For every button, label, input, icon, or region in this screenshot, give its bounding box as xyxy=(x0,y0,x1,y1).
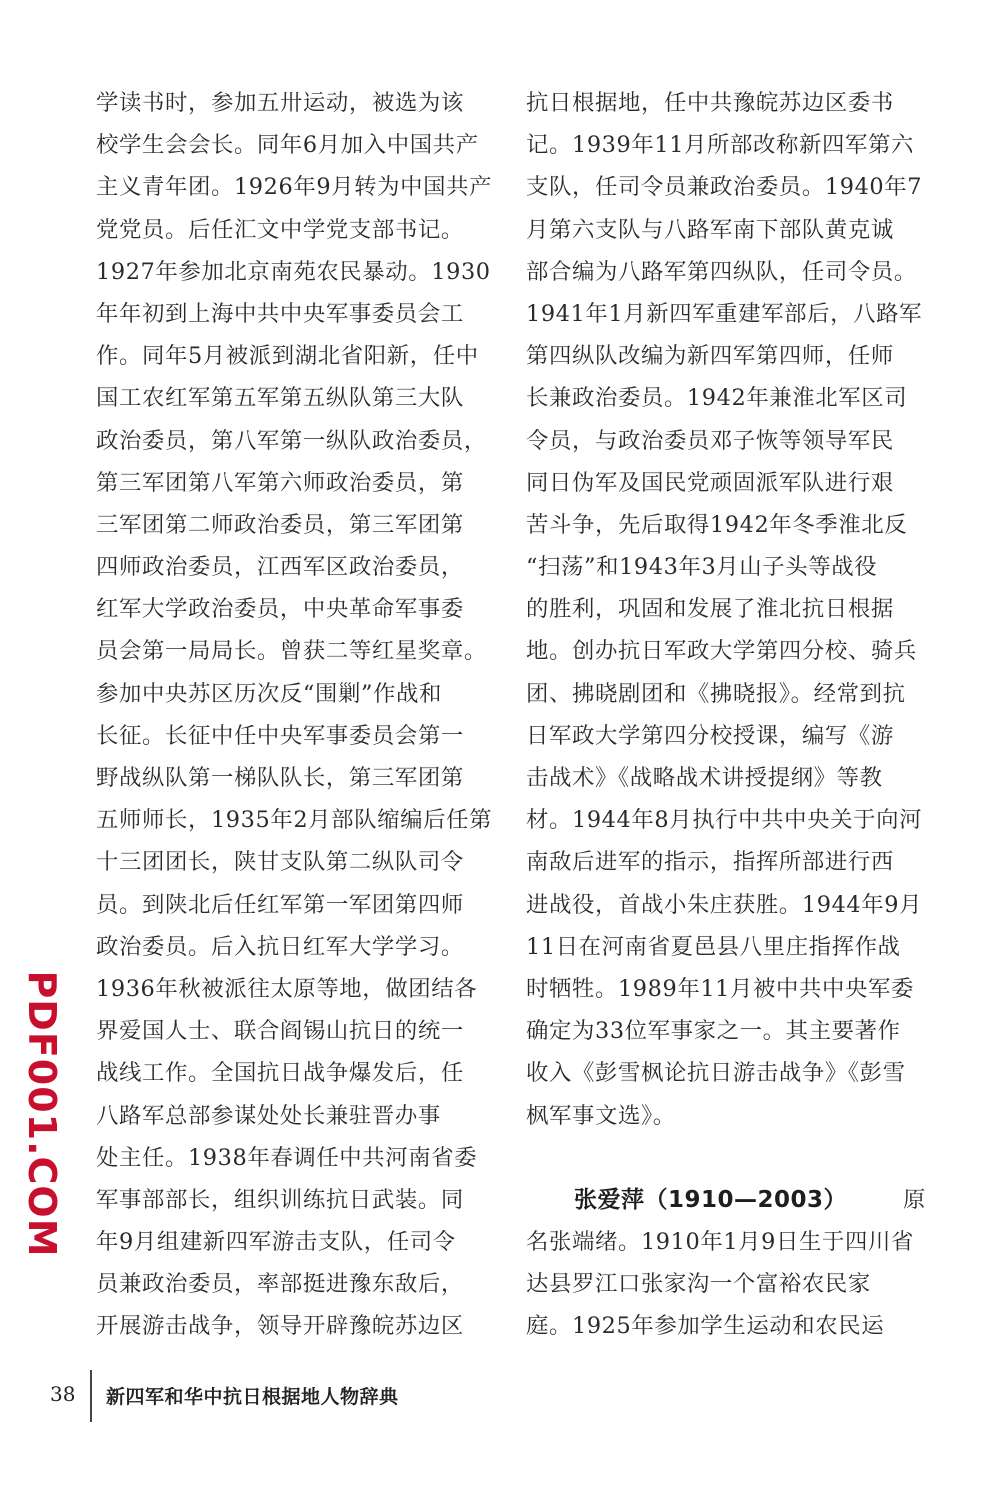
text-line: 政治委员，第八军第一纵队政治委员， xyxy=(96,427,487,454)
text-line: 1941年1月新四军重建军部后，八路军 xyxy=(526,300,923,327)
text-line: 学读书时，参加五卅运动，被选为该 xyxy=(96,90,464,116)
text-line: 第三军团第八军第六师政治委员，第 xyxy=(96,469,464,496)
text-line: 收入《彭雪枫论抗日游击战争》《彭雪 xyxy=(526,1060,906,1087)
text-line: 团、拂晓剧团和《拂晓报》。经常到抗 xyxy=(526,680,906,707)
text-line: 战线工作。全国抗日战争爆发后，任 xyxy=(96,1060,464,1087)
text-line: 野战纵队第一梯队队长，第三军团第 xyxy=(96,765,464,791)
text-line: 时牺牲。1989年11月被中共中央军委 xyxy=(526,975,914,1002)
text-line: 员。到陕北后任红军第一军团第四师 xyxy=(96,891,464,918)
text-line: 支队，任司令员兼政治委员。1940年7 xyxy=(526,174,923,201)
text-line: 校学生会会长。同年6月加入中国共产 xyxy=(96,132,479,159)
text-line: 政治委员。后入抗日红军大学学习。 xyxy=(96,933,464,960)
watermark-text: PDF001.COM xyxy=(20,970,64,1258)
entry-spacer xyxy=(526,1137,926,1179)
text-line: 日军政大学第四分校授课，编写《游 xyxy=(526,722,894,749)
text-line: 同日伪军及国民党顽固派军队进行艰 xyxy=(526,469,894,496)
text-line: 三军团第二师政治委员，第三军团第 xyxy=(96,511,464,538)
text-line: 枫军事文选》。 xyxy=(526,1102,676,1129)
entry-text-line: 庭。1925年参加学生运动和农民运 xyxy=(526,1313,885,1340)
entry-text-line: 名张端绪。1910年1月9日生于四川省 xyxy=(526,1229,914,1256)
text-line: 部合编为八路军第四纵队，任司令员。 xyxy=(526,258,917,285)
text-line: 党党员。后任汇文中学党支部书记。 xyxy=(96,216,464,243)
text-line: 开展游击战争，领导开辟豫皖苏边区 xyxy=(96,1313,464,1340)
text-line: 抗日根据地，任中共豫皖苏边区委书 xyxy=(526,90,894,116)
text-line: 军事部部长，组织训练抗日武装。同 xyxy=(96,1186,464,1213)
text-line: 苦斗争，先后取得1942年冬季淮北反 xyxy=(526,511,908,538)
text-line: 红军大学政治委员，中央革命军事委 xyxy=(96,596,464,623)
text-line: 记。1939年11月所部改称新四军第六 xyxy=(526,132,914,159)
text-line: 八路军总部参谋处处长兼驻晋办事 xyxy=(96,1102,441,1129)
text-line: 1927年参加北京南苑农民暴动。1930 xyxy=(96,258,491,285)
text-line: 南敌后进军的指示，指挥所部进行西 xyxy=(526,849,894,876)
text-line: 的胜利，巩固和发展了淮北抗日根据 xyxy=(526,596,894,623)
text-line: 11日在河南省夏邑县八里庄指挥作战 xyxy=(526,933,901,960)
text-line: 作。同年5月被派到湖北省阳新，任中 xyxy=(96,343,479,370)
entry-heading-line xyxy=(526,1179,926,1221)
watermark xyxy=(2,970,82,1258)
text-line: 长兼政治委员。1942年兼淮北军区司 xyxy=(526,385,908,412)
text-line: 十三团团长，陕甘支队第二纵队司令 xyxy=(96,849,464,876)
book-title: 新四军和华中抗日根据地人物辞典 xyxy=(106,1386,399,1408)
text-line: 进战役，首战小朱庄获胜。1944年9月 xyxy=(526,891,923,918)
text-line: 年年初到上海中共中央军事委员会工 xyxy=(96,300,464,327)
entry-first-line-tail: 原 xyxy=(903,1186,926,1213)
page-footer xyxy=(0,1368,1000,1424)
text-line: 界爱国人士、联合阎锡山抗日的统一 xyxy=(96,1018,464,1045)
text-line: “扫荡”和1943年3月山子头等战役 xyxy=(526,554,878,581)
text-line: 主义青年团。1926年9月转为中国共产 xyxy=(96,174,493,201)
text-line: 月第六支队与八路军南下部队黄克诚 xyxy=(526,216,894,243)
entry-text-line: 达县罗江口张家沟一个富裕农民家 xyxy=(526,1271,871,1298)
footer-divider xyxy=(90,1370,92,1422)
text-line: 五师师长，1935年2月部队缩编后任第 xyxy=(96,807,493,834)
text-line: 员会第一局局长。曾获二等红星奖章。 xyxy=(96,638,487,665)
text-line: 处主任。1938年春调任中共河南省委 xyxy=(96,1144,478,1171)
text-line: 令员，与政治委员邓子恢等领导军民 xyxy=(526,427,894,454)
text-line: 国工农红军第五军第五纵队第三大队 xyxy=(96,385,464,412)
entry-name: 张爱萍（1910—2003） xyxy=(574,1186,848,1213)
text-line: 第四纵队改编为新四军第四师，任师 xyxy=(526,343,894,370)
left-column xyxy=(96,82,496,1348)
text-line: 确定为33位军事家之一。其主要著作 xyxy=(526,1018,901,1045)
text-line: 员兼政治委员，率部挺进豫东敌后， xyxy=(96,1271,464,1298)
page-number: 38 xyxy=(50,1382,76,1406)
text-line: 地。创办抗日军政大学第四分校、骑兵 xyxy=(526,638,917,665)
text-line: 击战术》《战略战术讲授提纲》等教 xyxy=(526,765,883,791)
text-line: 年9月组建新四军游击支队，任司令 xyxy=(96,1229,456,1256)
text-line: 材。1944年8月执行中共中央关于向河 xyxy=(526,807,923,834)
right-column xyxy=(526,82,926,1348)
text-line: 长征。长征中任中央军事委员会第一 xyxy=(96,722,464,749)
text-line: 参加中央苏区历次反“围剿”作战和 xyxy=(96,680,442,707)
text-line: 1936年秋被派往太原等地，做团结各 xyxy=(96,975,478,1002)
text-line: 四师政治委员，江西军区政治委员， xyxy=(96,554,464,581)
